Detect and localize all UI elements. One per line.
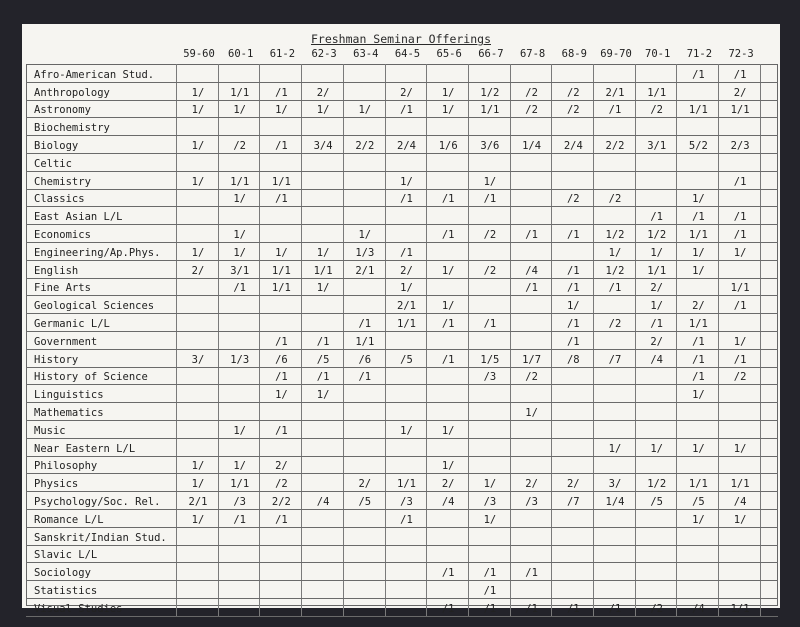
table-row: [22, 509, 780, 527]
table-cell: 1/: [233, 460, 247, 473]
table-cell: 1/1: [271, 264, 291, 277]
table-cell: /1: [483, 584, 497, 597]
table-cell: 1/: [316, 246, 330, 259]
table-cell: 1/1: [480, 104, 500, 117]
table-cell: 2/4: [563, 139, 583, 152]
column-header: 63-4: [353, 48, 379, 60]
table-cell: /1: [566, 228, 580, 241]
table-cell: /2: [733, 371, 747, 384]
table-cell: /1: [650, 317, 664, 330]
row-label: Sociology: [34, 567, 91, 580]
table-cell: 1/1: [730, 104, 750, 117]
column-header: 61-2: [269, 48, 296, 60]
table-cell: 1/: [233, 193, 247, 206]
row-label: Fine Arts: [34, 282, 91, 295]
table-cell: /7: [608, 353, 622, 366]
row-label: Anthropology: [34, 86, 110, 99]
table-cell: 1/: [483, 478, 497, 491]
table-row: [22, 171, 780, 189]
table-cell: 1/: [191, 86, 205, 99]
table-cell: 1/: [692, 389, 705, 402]
table-row: [22, 313, 780, 331]
table-cell: 1/: [275, 246, 288, 259]
row-label: Biology: [34, 139, 79, 152]
table-cell: /1: [733, 353, 747, 366]
table-cell: /1: [692, 211, 705, 224]
column-header: 60-1: [228, 48, 254, 60]
table-cell: 2/: [650, 335, 664, 348]
table-cell: /1: [316, 371, 330, 384]
table-cell: /1: [400, 104, 413, 117]
row-label: Engineering/Ap.Phys.: [34, 246, 161, 259]
table-cell: /2: [650, 602, 664, 615]
table-row: [22, 224, 780, 242]
table-cell: /1: [733, 175, 747, 188]
table-cell: /1: [400, 513, 413, 526]
table-cell: 1/: [233, 104, 247, 117]
table-row: [22, 117, 780, 135]
table-row: [22, 456, 780, 474]
table-cell: /3: [525, 495, 538, 508]
table-cell: 2/3: [730, 139, 750, 152]
table-row: [22, 402, 780, 420]
table-row: [22, 349, 780, 367]
table-cell: /5: [650, 495, 664, 508]
table-cell: /1: [566, 317, 580, 330]
table-cell: /3: [233, 495, 247, 508]
table-cell: 1/2: [605, 264, 625, 277]
table-cell: /4: [316, 495, 330, 508]
table-cell: 1/2: [480, 86, 500, 99]
table-cell: /6: [358, 353, 372, 366]
column-header: 70-1: [645, 48, 671, 60]
table-cell: /1: [275, 139, 288, 152]
document-page: [22, 24, 780, 615]
table-row: [22, 473, 780, 491]
table-cell: 1/: [733, 335, 747, 348]
table-cell: 1/: [692, 246, 705, 259]
table-cell: /5: [358, 495, 372, 508]
table-cell: /2: [525, 86, 538, 99]
table-cell: 1/: [316, 282, 330, 295]
table-cell: 1/: [400, 282, 413, 295]
table-cell: /1: [608, 282, 622, 295]
table-cell: /1: [692, 335, 705, 348]
table-cell: 1/: [441, 104, 455, 117]
table-cell: /1: [275, 86, 288, 99]
table-cell: 1/1: [647, 86, 667, 99]
table-cell: 3/6: [480, 139, 500, 152]
table-cell: /1: [566, 335, 580, 348]
column-header: 66-7: [478, 48, 504, 60]
row-label: Psychology/Soc. Rel.: [34, 495, 161, 508]
table-cell: 1/: [191, 246, 205, 259]
table-cell: /1: [483, 317, 497, 330]
table-cell: 1/1: [397, 478, 416, 491]
row-divider: [26, 616, 778, 617]
row-label: Chemistry: [34, 175, 91, 188]
column-header: 59-60: [183, 48, 215, 60]
row-label: Germanic L/L: [34, 317, 110, 330]
table-row: [22, 64, 780, 82]
table-row: [22, 598, 780, 616]
column-header: 67-8: [519, 48, 546, 60]
table-cell: 1/: [316, 104, 330, 117]
table-cell: /4: [525, 264, 538, 277]
table-cell: 1/: [650, 246, 664, 259]
table-row: [22, 491, 780, 509]
table-cell: 2/4: [397, 139, 416, 152]
table-cell: 1/: [233, 246, 247, 259]
page-title: Freshman Seminar Offerings: [310, 32, 491, 46]
row-label: Linguistics: [34, 389, 104, 402]
table-cell: 1/6: [438, 139, 458, 152]
table-cell: 1/: [400, 424, 413, 437]
table-cell: 1/1: [688, 317, 708, 330]
table-cell: 1/: [441, 424, 455, 437]
table-cell: 1/: [441, 300, 455, 313]
row-label: East Asian L/L: [34, 211, 123, 224]
table-cell: 3/1: [647, 139, 667, 152]
table-cell: 2/: [692, 300, 705, 313]
table-cell: 1/: [733, 442, 747, 455]
table-row: [22, 100, 780, 118]
table-cell: 1/: [692, 193, 705, 206]
row-label: Philosophy: [34, 460, 98, 473]
table-cell: 1/4: [522, 139, 542, 152]
table-cell: 1/: [191, 513, 205, 526]
row-label: Afro-American Stud.: [34, 68, 155, 81]
table-cell: 1/: [275, 389, 288, 402]
table-cell: 1/: [191, 175, 205, 188]
table-cell: /2: [608, 317, 622, 330]
table-row: [22, 189, 780, 207]
row-label: Celtic: [34, 157, 72, 170]
table-cell: /7: [566, 495, 580, 508]
table-cell: 1/: [191, 478, 205, 491]
column-header: 68-9: [561, 48, 587, 60]
row-label: History: [34, 353, 79, 366]
table-cell: /1: [275, 335, 288, 348]
table-cell: 1/: [233, 424, 247, 437]
table-cell: /1: [483, 602, 497, 615]
table-cell: 1/: [566, 300, 580, 313]
table-cell: /1: [692, 371, 705, 384]
table-cell: 1/: [191, 104, 205, 117]
table-cell: /1: [441, 567, 455, 580]
table-cell: 1/2: [647, 228, 667, 241]
table-cell: 2/: [650, 282, 664, 295]
table-cell: 1/1: [230, 86, 250, 99]
table-cell: /1: [650, 211, 664, 224]
table-cell: 1/1: [271, 175, 291, 188]
table-cell: 1/7: [522, 353, 542, 366]
table-row: [22, 527, 780, 545]
table-cell: 1/: [191, 460, 205, 473]
row-label: Slavic L/L: [34, 549, 98, 562]
table-cell: /5: [692, 495, 705, 508]
table-cell: /1: [483, 193, 497, 206]
column-header: 71-2: [686, 48, 713, 60]
table-cell: 1/2: [647, 478, 667, 491]
column-header: 64-5: [394, 48, 421, 60]
table-cell: /1: [566, 602, 580, 615]
table-row: [22, 260, 780, 278]
row-label: English: [34, 264, 79, 277]
table-cell: /4: [692, 602, 705, 615]
table-cell: /1: [525, 567, 538, 580]
table-cell: /3: [483, 371, 497, 384]
table-cell: /1: [275, 513, 288, 526]
row-label: Romance L/L: [34, 513, 104, 526]
table-cell: 1/: [608, 442, 622, 455]
row-label: Mathematics: [34, 406, 104, 419]
row-label: Astronomy: [34, 104, 91, 117]
table-cell: 2/: [275, 460, 288, 473]
table-cell: /1: [400, 193, 413, 206]
table-cell: /1: [733, 68, 747, 81]
table-cell: /1: [400, 246, 413, 259]
table-cell: /2: [566, 86, 580, 99]
table-row: [22, 545, 780, 563]
row-label: Near Eastern L/L: [34, 442, 136, 455]
table-cell: 2/: [316, 86, 330, 99]
table-cell: 3/: [608, 478, 622, 491]
table-row: [22, 278, 780, 296]
table-cell: 2/: [400, 86, 413, 99]
table-cell: /2: [525, 371, 538, 384]
table-cell: /8: [566, 353, 580, 366]
table-cell: /2: [608, 193, 622, 206]
table-cell: 2/1: [397, 300, 416, 313]
column-header: 72-3: [728, 48, 754, 60]
table-cell: 1/: [525, 406, 538, 419]
table-cell: 2/: [733, 86, 747, 99]
table-row: [22, 242, 780, 260]
table-cell: 1/1: [730, 602, 750, 615]
table-cell: 1/1: [647, 264, 667, 277]
row-label: Classics: [34, 193, 85, 206]
table-cell: 3/1: [230, 264, 250, 277]
table-cell: 2/: [566, 478, 580, 491]
table-cell: 2/1: [605, 86, 625, 99]
table-cell: /1: [441, 353, 455, 366]
table-cell: 1/1: [230, 175, 250, 188]
table-cell: /5: [400, 353, 413, 366]
table-cell: 1/: [400, 175, 413, 188]
row-label: Biochemistry: [34, 122, 110, 135]
table-cell: 1/: [650, 300, 664, 313]
row-label: Sanskrit/Indian Stud.: [34, 531, 167, 544]
table-cell: /2: [483, 228, 497, 241]
table-cell: 5/2: [688, 139, 708, 152]
table-cell: /2: [566, 104, 580, 117]
table-cell: /1: [316, 335, 330, 348]
table-row: [22, 562, 780, 580]
table-cell: /1: [441, 228, 455, 241]
table-cell: 1/: [233, 228, 247, 241]
table-cell: /5: [316, 353, 330, 366]
table-cell: /3: [483, 495, 497, 508]
table-cell: 1/5: [480, 353, 500, 366]
table-cell: 1/: [608, 246, 622, 259]
table-cell: /1: [566, 282, 580, 295]
table-row: [22, 206, 780, 224]
table-cell: /4: [441, 495, 455, 508]
table-cell: /2: [233, 139, 247, 152]
table-cell: 1/: [358, 104, 372, 117]
table-cell: 1/1: [688, 478, 708, 491]
table-row: [22, 438, 780, 456]
table-cell: 1/: [692, 264, 705, 277]
row-label: Statistics: [34, 584, 98, 597]
table-cell: /1: [233, 282, 247, 295]
table-cell: 1/1: [688, 104, 708, 117]
table-row: [22, 367, 780, 385]
table-cell: /3: [400, 495, 413, 508]
row-label: Physics: [34, 478, 79, 491]
table-cell: 1/: [692, 442, 705, 455]
table-cell: /6: [275, 353, 288, 366]
row-label: History of Science: [34, 371, 148, 384]
row-label: Visual Studies: [34, 602, 123, 615]
column-header: 65-6: [436, 48, 462, 60]
table-cell: /1: [525, 282, 538, 295]
table-row: [22, 135, 780, 153]
table-cell: 1/1: [730, 478, 750, 491]
table-cell: /2: [566, 193, 580, 206]
table-cell: 2/: [191, 264, 205, 277]
table-cell: /4: [650, 353, 664, 366]
table-cell: 1/: [358, 228, 372, 241]
table-cell: /1: [733, 211, 747, 224]
table-cell: 1/3: [230, 353, 250, 366]
table-cell: 2/: [400, 264, 413, 277]
row-label: Geological Sciences: [34, 300, 155, 313]
row-label: Government: [34, 335, 98, 348]
table-cell: /1: [441, 602, 455, 615]
table-cell: /1: [275, 193, 288, 206]
table-cell: /1: [566, 264, 580, 277]
table-cell: 1/1: [355, 335, 375, 348]
table-cell: /2: [525, 104, 538, 117]
table-cell: /1: [692, 68, 705, 81]
table-cell: 1/1: [730, 282, 750, 295]
table-cell: 2/2: [605, 139, 625, 152]
table-row: [22, 580, 780, 598]
table-cell: /1: [733, 228, 747, 241]
table-cell: 1/: [483, 175, 497, 188]
table-cell: /1: [608, 104, 622, 117]
table-cell: 1/: [275, 104, 288, 117]
table-cell: 1/: [316, 389, 330, 402]
table-row: [22, 82, 780, 100]
table-cell: /1: [441, 317, 455, 330]
table-cell: 3/: [191, 353, 205, 366]
table-cell: 1/1: [397, 317, 416, 330]
table-row: [22, 420, 780, 438]
table-cell: 1/4: [605, 495, 625, 508]
table-row: [22, 384, 780, 402]
table-cell: 1/3: [355, 246, 375, 259]
table-cell: 1/: [441, 460, 455, 473]
table-cell: /1: [275, 371, 288, 384]
table-cell: 1/: [191, 139, 205, 152]
table-cell: /1: [692, 353, 705, 366]
table-cell: /4: [733, 495, 747, 508]
table-cell: 3/4: [313, 139, 333, 152]
table-cell: 2/1: [355, 264, 375, 277]
table-cell: /1: [733, 300, 747, 313]
column-header: 62-3: [311, 48, 337, 60]
table-cell: /2: [483, 264, 497, 277]
table-cell: 1/: [733, 513, 747, 526]
table-cell: /1: [525, 602, 538, 615]
table-cell: /1: [441, 193, 455, 206]
table-cell: 1/1: [230, 478, 250, 491]
table-row: [22, 153, 780, 171]
table-cell: 1/: [692, 513, 705, 526]
table-row: [22, 331, 780, 349]
table-cell: /1: [608, 602, 622, 615]
table-cell: /1: [275, 424, 288, 437]
row-label: Economics: [34, 228, 91, 241]
table-cell: /1: [358, 371, 372, 384]
table-cell: /1: [525, 228, 538, 241]
table-cell: 1/2: [605, 228, 625, 241]
table-cell: /2: [650, 104, 664, 117]
row-label: Music: [34, 424, 66, 437]
table-cell: /1: [358, 317, 372, 330]
table-cell: /2: [275, 478, 288, 491]
table-cell: 2/: [525, 478, 538, 491]
table-cell: 1/: [733, 246, 747, 259]
table-row: [22, 295, 780, 313]
table-cell: 1/: [441, 264, 455, 277]
table-cell: 2/1: [188, 495, 208, 508]
table-cell: 1/1: [313, 264, 333, 277]
table-cell: 1/1: [271, 282, 291, 295]
table-cell: 2/: [358, 478, 372, 491]
table-cell: 2/2: [355, 139, 375, 152]
table-cell: 2/2: [271, 495, 291, 508]
column-header: 69-70: [600, 48, 632, 60]
table-cell: 1/: [441, 86, 455, 99]
table-cell: 2/: [441, 478, 455, 491]
table-cell: /1: [233, 513, 247, 526]
table-cell: 1/1: [688, 228, 708, 241]
table-cell: /1: [483, 567, 497, 580]
table-cell: 1/: [483, 513, 497, 526]
table-cell: 1/: [650, 442, 664, 455]
